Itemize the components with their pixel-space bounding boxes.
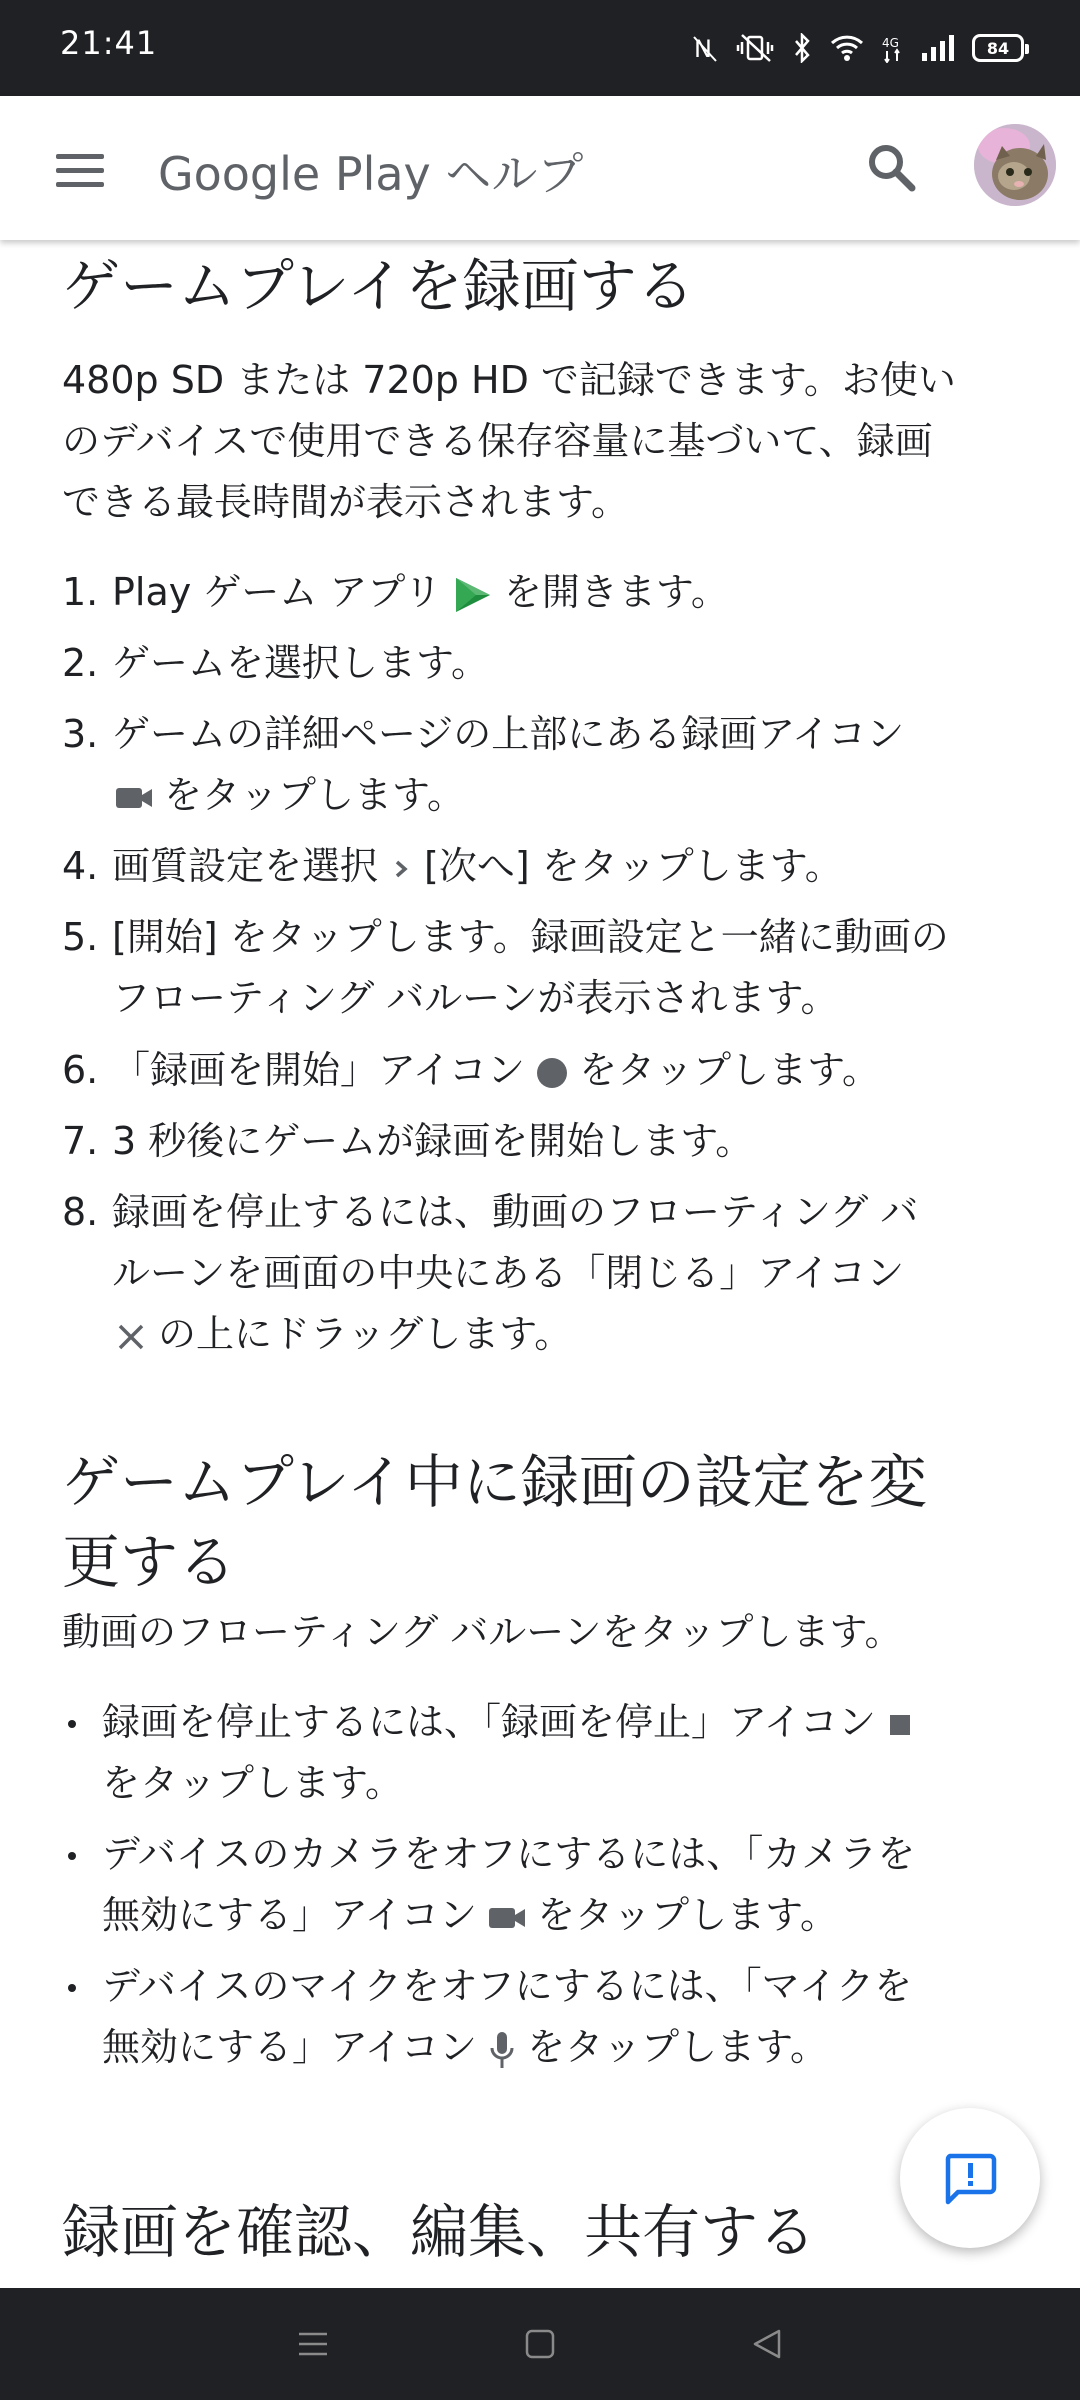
videocam-icon [114, 784, 154, 812]
nfc-icon [692, 33, 718, 63]
feedback-icon [942, 2150, 998, 2206]
step-number: 5. [62, 915, 99, 959]
recents-button[interactable] [283, 2314, 343, 2374]
bullet-item [62, 1956, 1022, 2078]
chevron-right-icon [388, 854, 414, 884]
step-text: ゲームを選択します。 [112, 641, 489, 685]
bullet-text: 録画を停止するには、「録画を停止」アイコン [102, 1700, 877, 1744]
article-content [0, 240, 1080, 2288]
heading-line: ゲームプレイ中に録画の設定を変 [62, 1448, 927, 1516]
bullet-item [62, 1692, 1022, 1814]
status-bar [0, 0, 1080, 96]
step-text: 「録画を開始」アイコン [112, 1048, 526, 1092]
section-heading-review: 録画を確認、編集、共有する [62, 2198, 817, 2266]
bullet-text: 無効にする」アイコン [102, 2025, 478, 2069]
data-icon [882, 33, 904, 63]
home-icon [522, 2326, 558, 2362]
signal-icon [922, 33, 954, 63]
step-item [62, 704, 1022, 826]
system-nav-bar [0, 2288, 1080, 2400]
step-text: 画質設定を選択 [112, 844, 379, 888]
play-games-icon [452, 574, 494, 616]
bullet-item [62, 1824, 1022, 1946]
svg-text:N: N [694, 35, 712, 63]
step-text: 3 秒後にゲームが録画を開始します。 [112, 1119, 754, 1163]
bluetooth-icon [792, 33, 812, 63]
intro-line: のデバイスで使用できる保存容量に基づいて、録画 [62, 419, 933, 463]
step-item [62, 1182, 1022, 1365]
step-text: 録画を停止するには、動画のフローティング バ [112, 1190, 919, 1234]
intro-line: できる最長時間が表示されます。 [62, 480, 629, 524]
home-button[interactable] [510, 2314, 570, 2374]
step-text: [次へ] をタップします。 [424, 844, 843, 888]
menu-icon[interactable] [40, 142, 120, 198]
wifi-icon [830, 33, 864, 63]
step-item [62, 907, 1022, 1029]
step-text: ゲームの詳細ページの上部にある録画アイコン [112, 712, 905, 756]
step-number: 4. [62, 844, 99, 888]
bullet-text: をタップします。 [527, 2025, 829, 2069]
step-text: [開始] をタップします。録画設定と一緒に動画の [112, 915, 949, 959]
step-text: をタップします。 [164, 773, 465, 817]
back-icon [749, 2326, 785, 2362]
step-number: 7. [62, 1119, 99, 1163]
bullet-text: デバイスのカメラをオフにするには、「カメラを [102, 1832, 916, 1876]
vibrate-off-icon [736, 33, 774, 63]
status-icons [692, 28, 1024, 68]
step-text: を開きます。 [503, 570, 729, 614]
avatar[interactable] [974, 124, 1056, 206]
search-icon[interactable] [860, 136, 924, 200]
intro-paragraph [62, 350, 1022, 533]
step-text: ルーンを画面の中央にある「閉じる」アイコン [112, 1251, 905, 1295]
battery-indicator: 84 [972, 34, 1024, 62]
recents-icon [295, 2326, 331, 2362]
bullet-text: デバイスのマイクをオフにするには、「マイクを [102, 1964, 913, 2008]
step-number: 8. [62, 1190, 99, 1234]
app-bar [0, 96, 1080, 240]
section-heading-record: ゲームプレイを録画する [62, 252, 695, 320]
step-number: 6. [62, 1048, 99, 1092]
step-text: Play ゲーム アプリ [112, 570, 442, 614]
videocam-icon [487, 1904, 527, 1932]
bullet-text: 無効にする」アイコン [102, 1893, 478, 1937]
step-text: の上にドラッグします。 [158, 1312, 573, 1356]
step-number: 3. [62, 712, 99, 756]
step-text: をタップします。 [579, 1048, 881, 1092]
settings-intro: 動画のフローティング バルーンをタップします。 [62, 1610, 903, 1654]
heading-line: 更する [62, 1528, 237, 1596]
bullet-text: をタップします。 [537, 1893, 839, 1937]
stop-icon [886, 1711, 914, 1739]
feedback-button[interactable] [900, 2108, 1040, 2248]
step-text: フローティング バルーンが表示されます。 [112, 976, 839, 1020]
mic-icon [487, 2030, 517, 2070]
close-icon [114, 1320, 148, 1354]
app-title: Google Play ヘルプ [158, 147, 584, 201]
status-time: 21:41 [60, 24, 158, 62]
svg-text:4G: 4G [882, 36, 899, 50]
section-heading-settings [62, 1442, 1022, 1602]
step-number: 1. [62, 570, 99, 614]
step-number: 2. [62, 641, 99, 685]
bullet-text: をタップします。 [102, 1761, 403, 1805]
intro-line: 480p SD または 720p HD で記録できます。お使い [62, 358, 956, 402]
back-button[interactable] [737, 2314, 797, 2374]
record-dot-icon [535, 1056, 569, 1090]
